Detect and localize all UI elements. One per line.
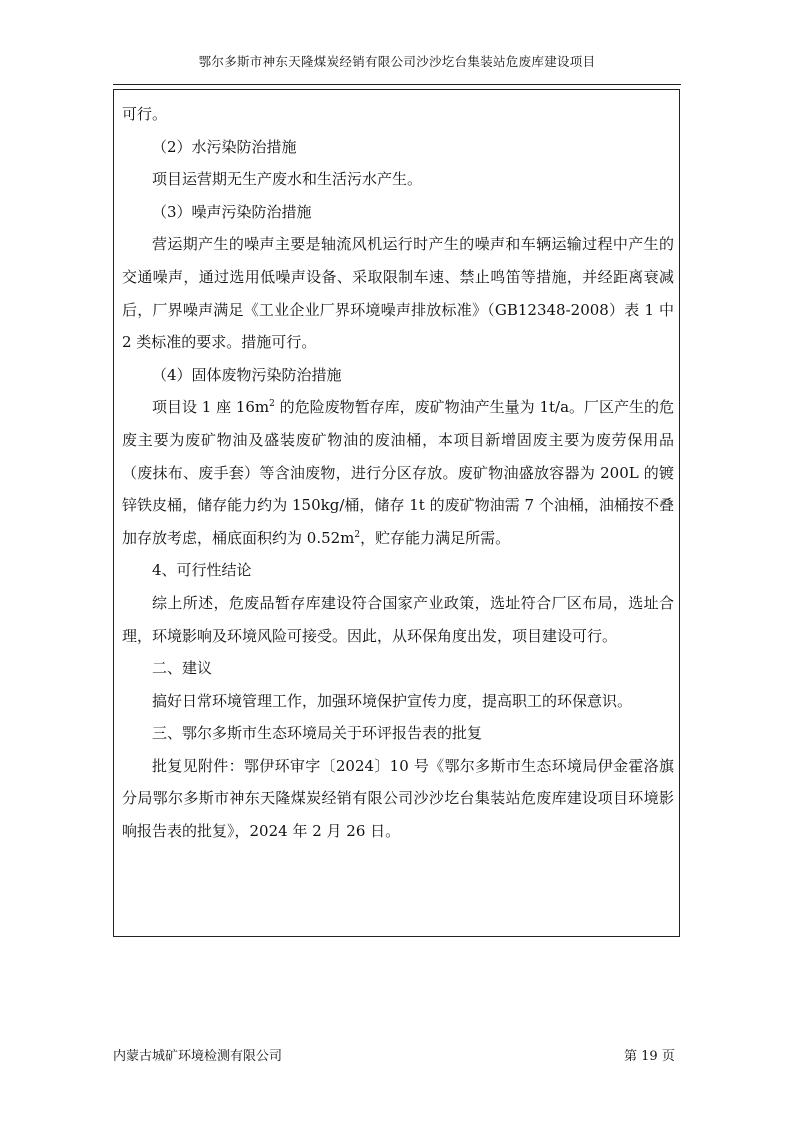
paragraph-solid-waste [122, 391, 674, 554]
heading-water-pollution: （2）水污染防治措施 [152, 137, 297, 156]
paragraph-water: 项目运营期无生产废水和生活污水产生。 [152, 170, 423, 189]
solid-waste-text-1: 项目设 1 座 16m [152, 398, 270, 417]
page-prefix: 第 [624, 1049, 638, 1064]
solid-waste-text-2: 的危险废物暂存库，废矿物油产生量为 1t/a。厂区产生的危废主要为废矿物油及盛装废矿物油的废油桶，本项目新增固废主要为废劳保用品（废抹布、废手套）等含油废物，进行分区存放。废矿物油盛放容器为 200L 的镀锌铁皮桶，储存能力约为 150kg/桶，储存 1t 的废矿物油需 7 个油桶，油桶按不叠加存放考虑，桶底面积约为 0.52m [122, 398, 675, 547]
superscript-2: 2 [269, 399, 275, 410]
footer-company: 内蒙古城矿环境检测有限公司 [113, 1049, 283, 1064]
page-header: 鄂尔多斯市神东天隆煤炭经销有限公司沙沙圪台集装站危废库建设项目 [198, 54, 596, 69]
footer-page-number [624, 1045, 675, 1064]
heading-suggestions: 二、建议 [152, 659, 213, 678]
paragraph-continuation: 可行。 [122, 105, 168, 123]
paragraph-noise: 营运期产生的噪声主要是轴流风机运行时产生的噪声和车辆运输过程中产生的交通噪声，通过选用低噪声设备、采取限制车速、禁止鸣笛等措施，并经距离衰减后，厂界噪声满足《工业企业厂界环境噪声排放标准》（GB12348-2008）表 1 中 2 类标准的要求。措施可行。 [122, 235, 674, 352]
document-body [122, 98, 674, 848]
page-suffix: 页 [661, 1049, 675, 1064]
heading-noise-pollution: （3）噪声污染防治措施 [152, 202, 312, 221]
paragraph-approval: 批复见附件：鄂伊环审字〔2024〕10 号《鄂尔多斯市生态环境局伊金霍洛旗分局鄂尔多斯市神东天隆煤炭经销有限公司沙沙圪台集装站危废库建设项目环境影响报告表的批复》，2024 年 2 月 26 日。 [122, 756, 674, 841]
heading-feasibility: 4、可行性结论 [152, 561, 252, 580]
paragraph-suggestions: 搞好日常环境管理工作，加强环境保护宣传力度，提高职工的环保意识。 [152, 691, 633, 710]
header-rule [113, 84, 681, 85]
superscript-2b: 2 [354, 529, 361, 540]
page-number: 19 [641, 1049, 658, 1064]
heading-approval: 三、鄂尔多斯市生态环境局关于环评报告表的批复 [152, 724, 483, 743]
solid-waste-text-3: ，贮存能力满足所需。 [360, 528, 511, 547]
paragraph-feasibility: 综上所述，危废品暂存库建设符合国家产业政策，选址符合厂区布局，选址合理，环境影响及环境风险可接受。因此，从环保角度出发，项目建设可行。 [122, 593, 674, 645]
heading-solid-waste: （4）固体废物污染防治措施 [152, 365, 342, 384]
